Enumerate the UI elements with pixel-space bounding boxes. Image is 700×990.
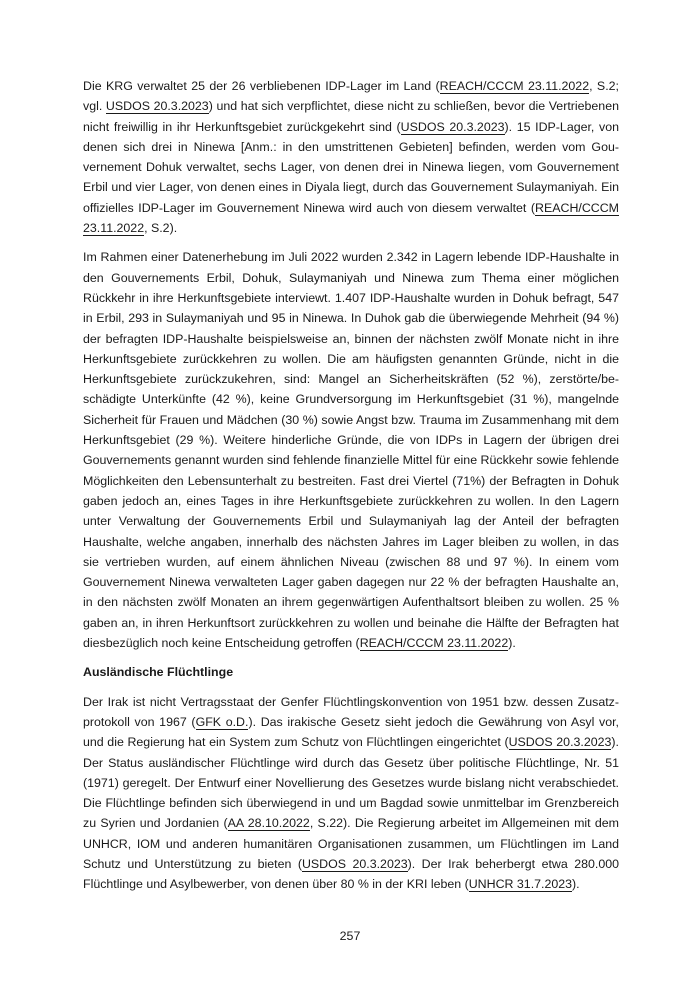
paragraph (83, 247, 619, 653)
body-text: ). (508, 636, 516, 651)
body-text: ). Der Status ausländischer Flüchtlinge wird durch das Gesetz über politische Flüchtlinge, Nr. 51 (1971) geregelt. Der Entwurf einer Novellierung des Gesetzes wurde bislang nicht verabschiedet. Die Flüchtlinge befinden sich überwiegend in und um Bagdad sowie unmittelbar im Grenzbereich zu Syrien und Jordanien ( (83, 735, 619, 831)
body-text: ). Das irakische Gesetz sieht jedoch die Gewährung von Asyl vor, und die Regierung hat ein System zum Schutz von Flüchtlingen eingerichtet ( (83, 714, 619, 750)
citation-link[interactable]: AA 28.10.2022 (227, 816, 310, 831)
body-text: , S.2; vgl. (83, 79, 619, 114)
citation-link[interactable]: USDOS 20.3.2023 (508, 735, 612, 750)
paragraph (83, 76, 619, 238)
body-text: ) und hat sich verpflichtet, diese nicht zu schließen, bevor die Vertriebenen nicht freiwillig in ihr Herkunftsgebiet zurückgekehrt sind ( (83, 99, 619, 134)
body-text: , S.22). Die Regierung arbeitet im Allgemeinen mit dem UNHCR, IOM und anderen humanitären Organisationen zusammen, um Flüchtlingen im Land Schutz und Unterstützung zu bieten ( (83, 816, 620, 871)
body-text: ). (572, 877, 580, 892)
body-text: Der Irak ist nicht Vertragsstaat der Genfer Flüchtlingskonvention von 1951 bzw. dessen Zusatzprotokoll von 1967 ( (83, 694, 619, 729)
citation-link[interactable]: UNHCR 31.7.2023 (468, 877, 573, 892)
page-number: 257 (339, 929, 361, 943)
citation-link[interactable]: REACH/​CCCM 23.11.2022 (83, 200, 619, 236)
body-text: ). 15 IDP-Lager, von denen sich drei in Ninewa [Anm.: in den umstrittenen Gebieten] befinden, werden vom Gouvernement Dohuk verwaltet, sechs Lager, von denen drei in Ninewa liegen, vom Gouvernement Erbil und vier Lager, von denen eines in Diyala liegt, durch das Gouvernement Sulaymaniyah. Ein offizielles IDP-Lager im Gouvernement Ninewa wird auch von diesem verwaltet ( (83, 119, 619, 215)
body-text: Im Rahmen einer Datenerhebung im Juli 2022 wurden 2.342 in Lagern lebende IDP-Haushalte in den Gouvernements Erbil, Dohuk, Sulaymaniyah und Ninewa zum Thema einer möglichen Rückkehr in ihre Herkunftsgebiete interviewt. 1.407 IDP-Haushalte wurden in Dohuk befragt, 547 in Erbil, 293 in Sulaymaniyah und 95 in Ninewa. In Duhok gab die überwiegende Mehrheit (94 %) der befragten IDP-Haushalte beispielsweise an, binnen der nächsten zwölf Monate nicht in ihre Herkunftsgebiete zurückkehren zu wollen. Die am häufigsten genannten Gründe, nicht in die Herkunftsgebiete zurückzukehren, sind: Mangel an Sicherheitskräften (52 %), zerstörte/​beschädigte Unterkünfte (42 %), keine Grundversorgung im Herkunftsgebiet (31 %), mangelnde Sicherheit für Frauen und Mädchen (30 %) sowie Angst bzw. Trauma im Zusammenhang mit dem Herkunftsgebiet (29 %). Weitere hinderliche Gründe, die von IDPs in Lagern der übrigen drei Gouvernements genannt wurden sind fehlende finanzielle Mittel für eine Rückkehr sowie fehlende Möglichkeiten den Lebensunterhalt zu bestreiten. Fast drei Viertel (71%) der Befragten in Dohuk gaben jedoch an, eines Tages in ihre Herkunftsgebiete zurückkehren zu wollen. In den Lagern unter Verwaltung der Gouvernements Erbil und Sulaymaniyah lag der Anteil der befragten Haushalte, welche angaben, innerhalb des nächsten Jahres im Lager bleiben zu wollen, in das sie vertrieben wurden, auf einem ähnlichen Niveau (zwischen 88 und 97 %). In einem vom Gouvernement Ninewa verwalteten Lager gaben dagegen nur 22 % der befragten Haushalte an, in den nächsten zwölf Monaten an ihrem gegenwärtigen Aufenthaltsort bleiben zu wollen. 25 % gaben an, in ihren Herkunftsort zurückkehren zu wollen und beinahe die Hälfte der Befragten hat diesbezüglich noch keine Entscheidung getroffen ( (83, 250, 619, 651)
document-body (83, 76, 619, 904)
body-text: Die KRG verwaltet 25 der 26 verbliebenen IDP-Lager im Land ( (83, 79, 440, 93)
body-text: ). Der Irak beherbergt etwa 280.000 Flüchtlinge und Asylbewerber, von denen über 80 % in der KRI leben ( (83, 856, 619, 892)
body-text: , S.2). (144, 221, 178, 236)
citation-link[interactable]: REACH/CCCM 23.11.2022 (359, 636, 509, 651)
section-heading: Ausländische Flüchtlinge (83, 665, 234, 680)
citation-link[interactable]: USDOS 20.3.2023 (105, 99, 209, 114)
paragraph-group-refugees (83, 692, 619, 895)
citation-link[interactable]: USDOS 20.3.2023 (400, 119, 505, 134)
citation-link[interactable]: USDOS 20.3.2023 (301, 856, 408, 871)
citation-link[interactable]: GFK o.D. (195, 714, 249, 729)
paragraph-group-camps (83, 76, 619, 653)
citation-link[interactable]: REACH/CCCM 23.11.2022 (439, 79, 590, 93)
paragraph (83, 692, 619, 895)
